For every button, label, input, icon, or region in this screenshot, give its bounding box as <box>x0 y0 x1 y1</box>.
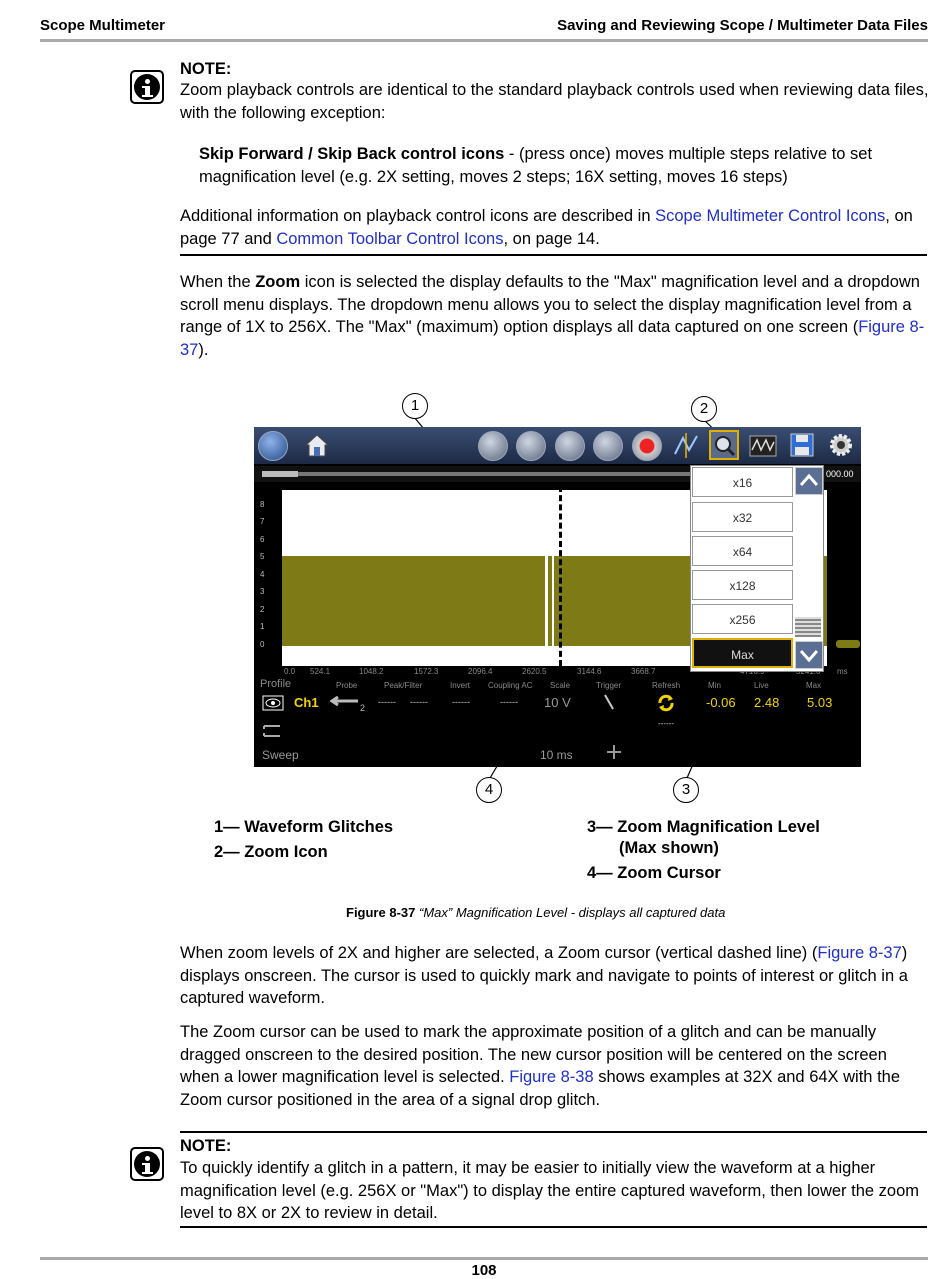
col-header: Max <box>806 681 822 690</box>
zoom-cursor-paragraph: When zoom levels of 2X and higher are selected, a Zoom cursor (vertical dashed line) (Figure 8-37) displays onscreen. The cursor is used to quickly mark and navigate to points of interest or glitch in a captured waveform. <box>180 944 908 1007</box>
control-icons-link[interactable]: Scope Multimeter Control Icons <box>655 207 886 225</box>
callout-2: 2 <box>691 396 717 422</box>
x-unit: ms <box>837 667 848 676</box>
header-right: Saving and Reviewing Scope / Multimeter Data Files <box>557 17 928 34</box>
refresh-dashes: ------ <box>658 719 674 728</box>
zoom-cursor[interactable] <box>559 486 562 666</box>
save-icon[interactable] <box>787 430 817 460</box>
skip-back-icon[interactable] <box>478 431 508 461</box>
figure-link[interactable]: Figure 8-37 <box>180 318 925 359</box>
time-readout: 000.00 <box>826 469 854 479</box>
add-icon[interactable] <box>606 744 622 760</box>
min-value: -0.06 <box>706 695 736 710</box>
peak-filter-value: ------ <box>378 697 396 707</box>
live-value: 2.48 <box>754 695 780 710</box>
col-header: Min <box>708 681 721 690</box>
col-header: Scale <box>550 681 571 690</box>
sweep-label: Sweep <box>262 748 299 762</box>
y-tick: 1 <box>260 622 265 631</box>
invert-value: ------ <box>452 697 470 707</box>
sweep-value[interactable]: 10 ms <box>540 748 573 762</box>
y-tick: 4 <box>260 570 265 579</box>
step-forward-icon[interactable] <box>593 431 623 461</box>
y-tick: 6 <box>260 535 265 544</box>
zoom-paragraph: When the Zoom icon is selected the display defaults to the "Max" magnification level and a dropdown scroll menu displays. The dropdown menu allows you to select the display magnification level from a range of 1X to 256X. The "Max" (maximum) option displays all data captured on one screen (Figure 8-37). <box>180 273 925 359</box>
zoom-option[interactable]: x256 <box>692 604 793 634</box>
legend-item-sub: (Max shown) <box>619 839 719 857</box>
y-tick: 3 <box>260 587 265 596</box>
toolbar <box>254 427 861 464</box>
callout-1: 1 <box>402 393 428 419</box>
callout-4: 4 <box>476 777 502 803</box>
x-tick: 524.1 <box>310 667 331 676</box>
col-header: Coupling AC <box>488 681 533 690</box>
waveform-icon[interactable] <box>748 430 778 460</box>
figure-caption: Figure 8-37 “Max” Magnification Level - displays all captured data <box>346 905 726 920</box>
x-tick: 3668.7 <box>631 667 656 676</box>
figure-link[interactable]: Figure 8-37 <box>817 944 902 962</box>
refresh-icon[interactable] <box>656 693 676 713</box>
zoom-option[interactable]: x64 <box>692 536 793 566</box>
figure-link[interactable]: Figure 8-38 <box>509 1068 594 1086</box>
skip-controls-note: Skip Forward / Skip Back control icons - (press once) moves multiple steps relative to set magnification level (e.g. 2X setting, moves 2 steps; 16X setting, moves 16 steps) <box>199 145 873 186</box>
step-back-icon[interactable] <box>555 431 585 461</box>
header-left: Scope Multimeter <box>40 17 166 34</box>
y-tick: 8 <box>260 500 265 509</box>
zoom-option[interactable]: x128 <box>692 570 793 600</box>
y-tick: 0 <box>260 640 265 649</box>
scroll-thumb[interactable] <box>795 617 821 637</box>
x-tick: 3144.6 <box>577 667 602 676</box>
note-text: Zoom playback controls are identical to the standard playback controls used when reviewing data files, with the following exception: <box>180 81 929 122</box>
note-rule <box>180 1131 927 1133</box>
zoom-option[interactable]: x32 <box>692 502 793 532</box>
legend-item: 2— Zoom Icon <box>214 843 328 861</box>
waveform-glitch <box>545 556 548 646</box>
peak-filter-value: ------ <box>410 697 428 707</box>
coupling-value: ------ <box>500 697 518 707</box>
col-header: Invert <box>450 681 471 690</box>
eye-icon[interactable] <box>262 695 284 711</box>
waveform-glitch <box>552 556 554 646</box>
note-rule <box>180 1226 927 1228</box>
skip-forward-icon[interactable] <box>516 431 546 461</box>
panel-bracket-icon <box>262 723 282 739</box>
note-text: To quickly identify a glitch in a pattern, it may be easier to initially view the waveform at a higher magnification level (e.g. 256X or "Max") to display the entire captured waveform, then lower the zoom level to 8X or 2X to review in detail. <box>180 1159 919 1222</box>
channel-label[interactable]: Ch1 <box>294 695 319 710</box>
info-icon <box>130 1147 164 1181</box>
note-heading: NOTE: <box>180 60 232 78</box>
home-icon[interactable] <box>302 430 332 460</box>
x-tick: 1048.2 <box>359 667 384 676</box>
page-number: 108 <box>471 1262 497 1279</box>
footer-rule <box>40 1257 928 1260</box>
col-header: Profile <box>260 678 292 690</box>
col-header: Trigger <box>596 681 622 690</box>
note-heading: NOTE: <box>180 1137 232 1155</box>
y-tick: 2 <box>260 605 265 614</box>
y-tick: 7 <box>260 517 265 526</box>
record-icon[interactable] <box>632 431 662 461</box>
additional-info: Additional information on playback control icons are described in Scope Multimeter Control Icons, on page 77 and Common Toolbar Control Icons, on page 14. <box>180 207 913 248</box>
col-header: Probe <box>336 681 358 690</box>
legend-item: 1— Waveform Glitches <box>214 818 394 836</box>
max-value: 5.03 <box>807 695 833 710</box>
x-tick: 1572.3 <box>414 667 439 676</box>
cursor-icon[interactable] <box>671 430 701 460</box>
svg-text:2: 2 <box>360 703 366 713</box>
scope-screenshot <box>254 427 861 767</box>
scale-value[interactable]: 10 V <box>544 695 571 710</box>
trigger-icon[interactable] <box>602 693 616 711</box>
col-header: Peak/Filter <box>384 681 423 690</box>
col-header: Live <box>754 681 769 690</box>
scroll-down-icon[interactable] <box>795 641 823 669</box>
scroll-up-icon[interactable] <box>795 467 823 495</box>
legend-item: 3— Zoom Magnification Level <box>587 818 820 836</box>
y-tick: 5 <box>260 552 265 561</box>
settings-gear-icon[interactable] <box>826 430 856 460</box>
cursor-position-paragraph: The Zoom cursor can be used to mark the approximate position of a glitch and can be manually dragged onscreen to the desired position. The new cursor position will be centered on the screen when a lower magnification level is selected. Figure 8-38 shows examples at 32X and 64X with the Zoom cursor positioned in the area of a signal drop glitch. <box>180 1023 901 1109</box>
x-tick: 2096.4 <box>468 667 493 676</box>
zoom-icon[interactable] <box>709 430 739 460</box>
toolbar-icons-link[interactable]: Common Toolbar Control Icons <box>276 229 504 248</box>
x-tick: 2620.5 <box>522 667 547 676</box>
zoom-option-selected[interactable]: Max <box>692 638 793 668</box>
legend-item: 4— Zoom Cursor <box>587 864 721 882</box>
x-tick: 0.0 <box>284 667 296 676</box>
probe-icon[interactable] <box>330 693 366 713</box>
col-header: Refresh <box>652 681 681 690</box>
back-icon[interactable] <box>258 431 288 461</box>
callout-3: 3 <box>673 777 699 803</box>
trace-marker <box>836 640 860 648</box>
zoom-option[interactable]: x16 <box>692 467 793 497</box>
